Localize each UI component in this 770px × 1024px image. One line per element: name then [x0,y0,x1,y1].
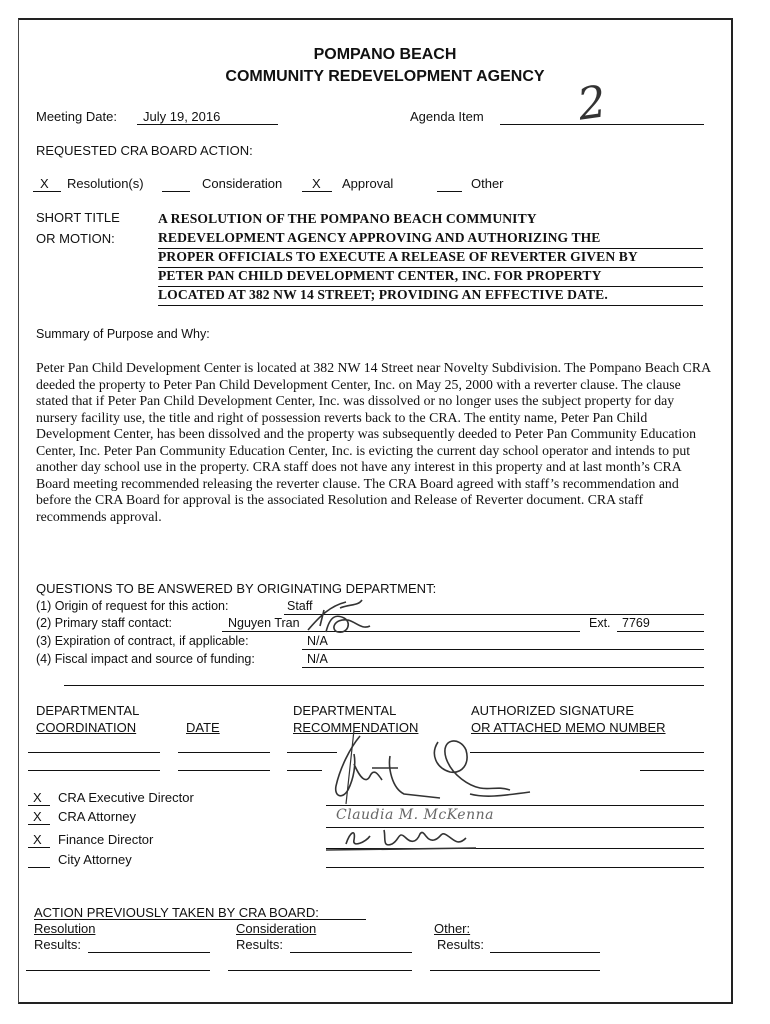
resolution-option-label: Resolution(s) [67,176,144,191]
cra-attorney-mark: X [33,809,42,824]
dept-coordination-header: DEPARTMENTAL [36,703,140,718]
agenda-item-label: Agenda Item [410,109,484,124]
approval-option-label: Approval [342,176,394,191]
exec-director-mark: X [33,790,42,805]
resolution-mark: X [40,176,49,191]
summary-label: Summary of Purpose and Why: [36,327,210,341]
ext-label: Ext. [589,616,611,630]
executive-director-signature [320,728,550,808]
q3-value: N/A [307,634,328,648]
resolution-results-label: Results: [34,937,81,952]
consideration-option-label: Consideration [202,176,283,191]
short-title-label: SHORT TITLE [36,210,120,225]
short-title-line: REDEVELOPMENT AGENCY APPROVING AND AUTHORIZING THE [158,229,703,249]
dept-recommendation-header-2: RECOMMENDATION [293,720,419,735]
authorized-signature-header-2: OR ATTACHED MEMO NUMBER [471,720,666,735]
q4-value: N/A [307,652,328,666]
other-option-label: Other [471,176,504,191]
dept-coordination-header-2: COORDINATION [36,720,137,735]
short-title-line: LOCATED AT 382 NW 14 STREET; PROVIDING AN EFFECTIVE DATE. [158,286,703,306]
date-header: DATE [186,720,220,735]
meeting-date-value: July 19, 2016 [143,109,221,124]
staff-initials-signature [300,596,380,640]
short-title-line: PROPER OFFICIALS TO EXECUTE A RELEASE OF REVERTER GIVEN BY [158,248,703,268]
questions-heading: QUESTIONS TO BE ANSWERED BY ORIGINATING DEPARTMENT: [36,581,437,596]
ext-value: 7769 [622,616,650,630]
consideration-column-label: Consideration [236,921,317,936]
q2-value: Nguyen Tran [228,616,300,630]
q1-value: Staff [287,599,313,613]
short-title-line: PETER PAN CHILD DEVELOPMENT CENTER, INC. FOR PROPERTY [158,267,703,287]
finance-director-signature [326,822,486,854]
short-title-label-2: OR MOTION: [36,231,115,246]
agenda-item-value: 2 [574,76,610,131]
approval-mark: X [312,176,321,191]
requested-action-label: REQUESTED CRA BOARD ACTION: [36,143,253,158]
consideration-results-label: Results: [236,937,283,952]
city-attorney-label: City Attorney [58,852,132,867]
previous-action-heading: ACTION PREVIOUSLY TAKEN BY CRA BOARD: [34,905,319,920]
exec-director-label: CRA Executive Director [58,790,194,805]
q2-label: (2) Primary staff contact: [36,616,172,630]
finance-director-mark: X [33,832,42,847]
q4-label: (4) Fiscal impact and source of funding: [36,652,255,666]
resolution-column-label: Resolution [34,921,96,936]
cra-attorney-label: CRA Attorney [58,809,137,824]
summary-text: Peter Pan Child Development Center is located at 382 NW 14 Street near Novelty Subdivision. The Pompano Beach CRA deeded the property to Peter Pan Child Development Center, Inc. on May 25, 2000 with a reverter clause. The clause stated that if Peter Pan Child Development Center, Inc. was dissolved or no longer uses the subject property for day nursery facility use, the title and right of possession reverts back to the CRA. The entity name, Peter Pan Child Development Center, has been dissolved and the property was subsequently deeded to Peter Pan Community Education Center, Inc. Peter Pan Community Education Center, Inc. is evicting the current day school operator and intends to put another day school use in the property. CRA staff does not have any interest in this property and at last month’s CRA Board meeting recommended releasing the reverter clause. The CRA Board agreed with staff’s recommendation and before the CRA Board for approval is the associated Resolution and Release of Reverter document. CRA staff recommends approval. [36,360,711,524]
other-results-label: Results: [437,937,484,952]
authorized-signature-header: AUTHORIZED SIGNATURE [471,703,634,718]
other-column-label: Other: [434,921,471,936]
attorney-name-stamp: Claudia M. McKenna [336,807,494,823]
meeting-date-label: Meeting Date: [36,109,117,124]
q3-label: (3) Expiration of contract, if applicable: [36,634,249,648]
dept-recommendation-header: DEPARTMENTAL [293,703,397,718]
org-subtitle: COMMUNITY REDEVELOPMENT AGENCY [225,68,545,85]
q1-label: (1) Origin of request for this action: [36,599,229,613]
finance-director-label: Finance Director [58,832,154,847]
org-name: POMPANO BEACH [313,46,457,63]
short-title-line: A RESOLUTION OF THE POMPANO BEACH COMMUNITY [158,211,537,226]
